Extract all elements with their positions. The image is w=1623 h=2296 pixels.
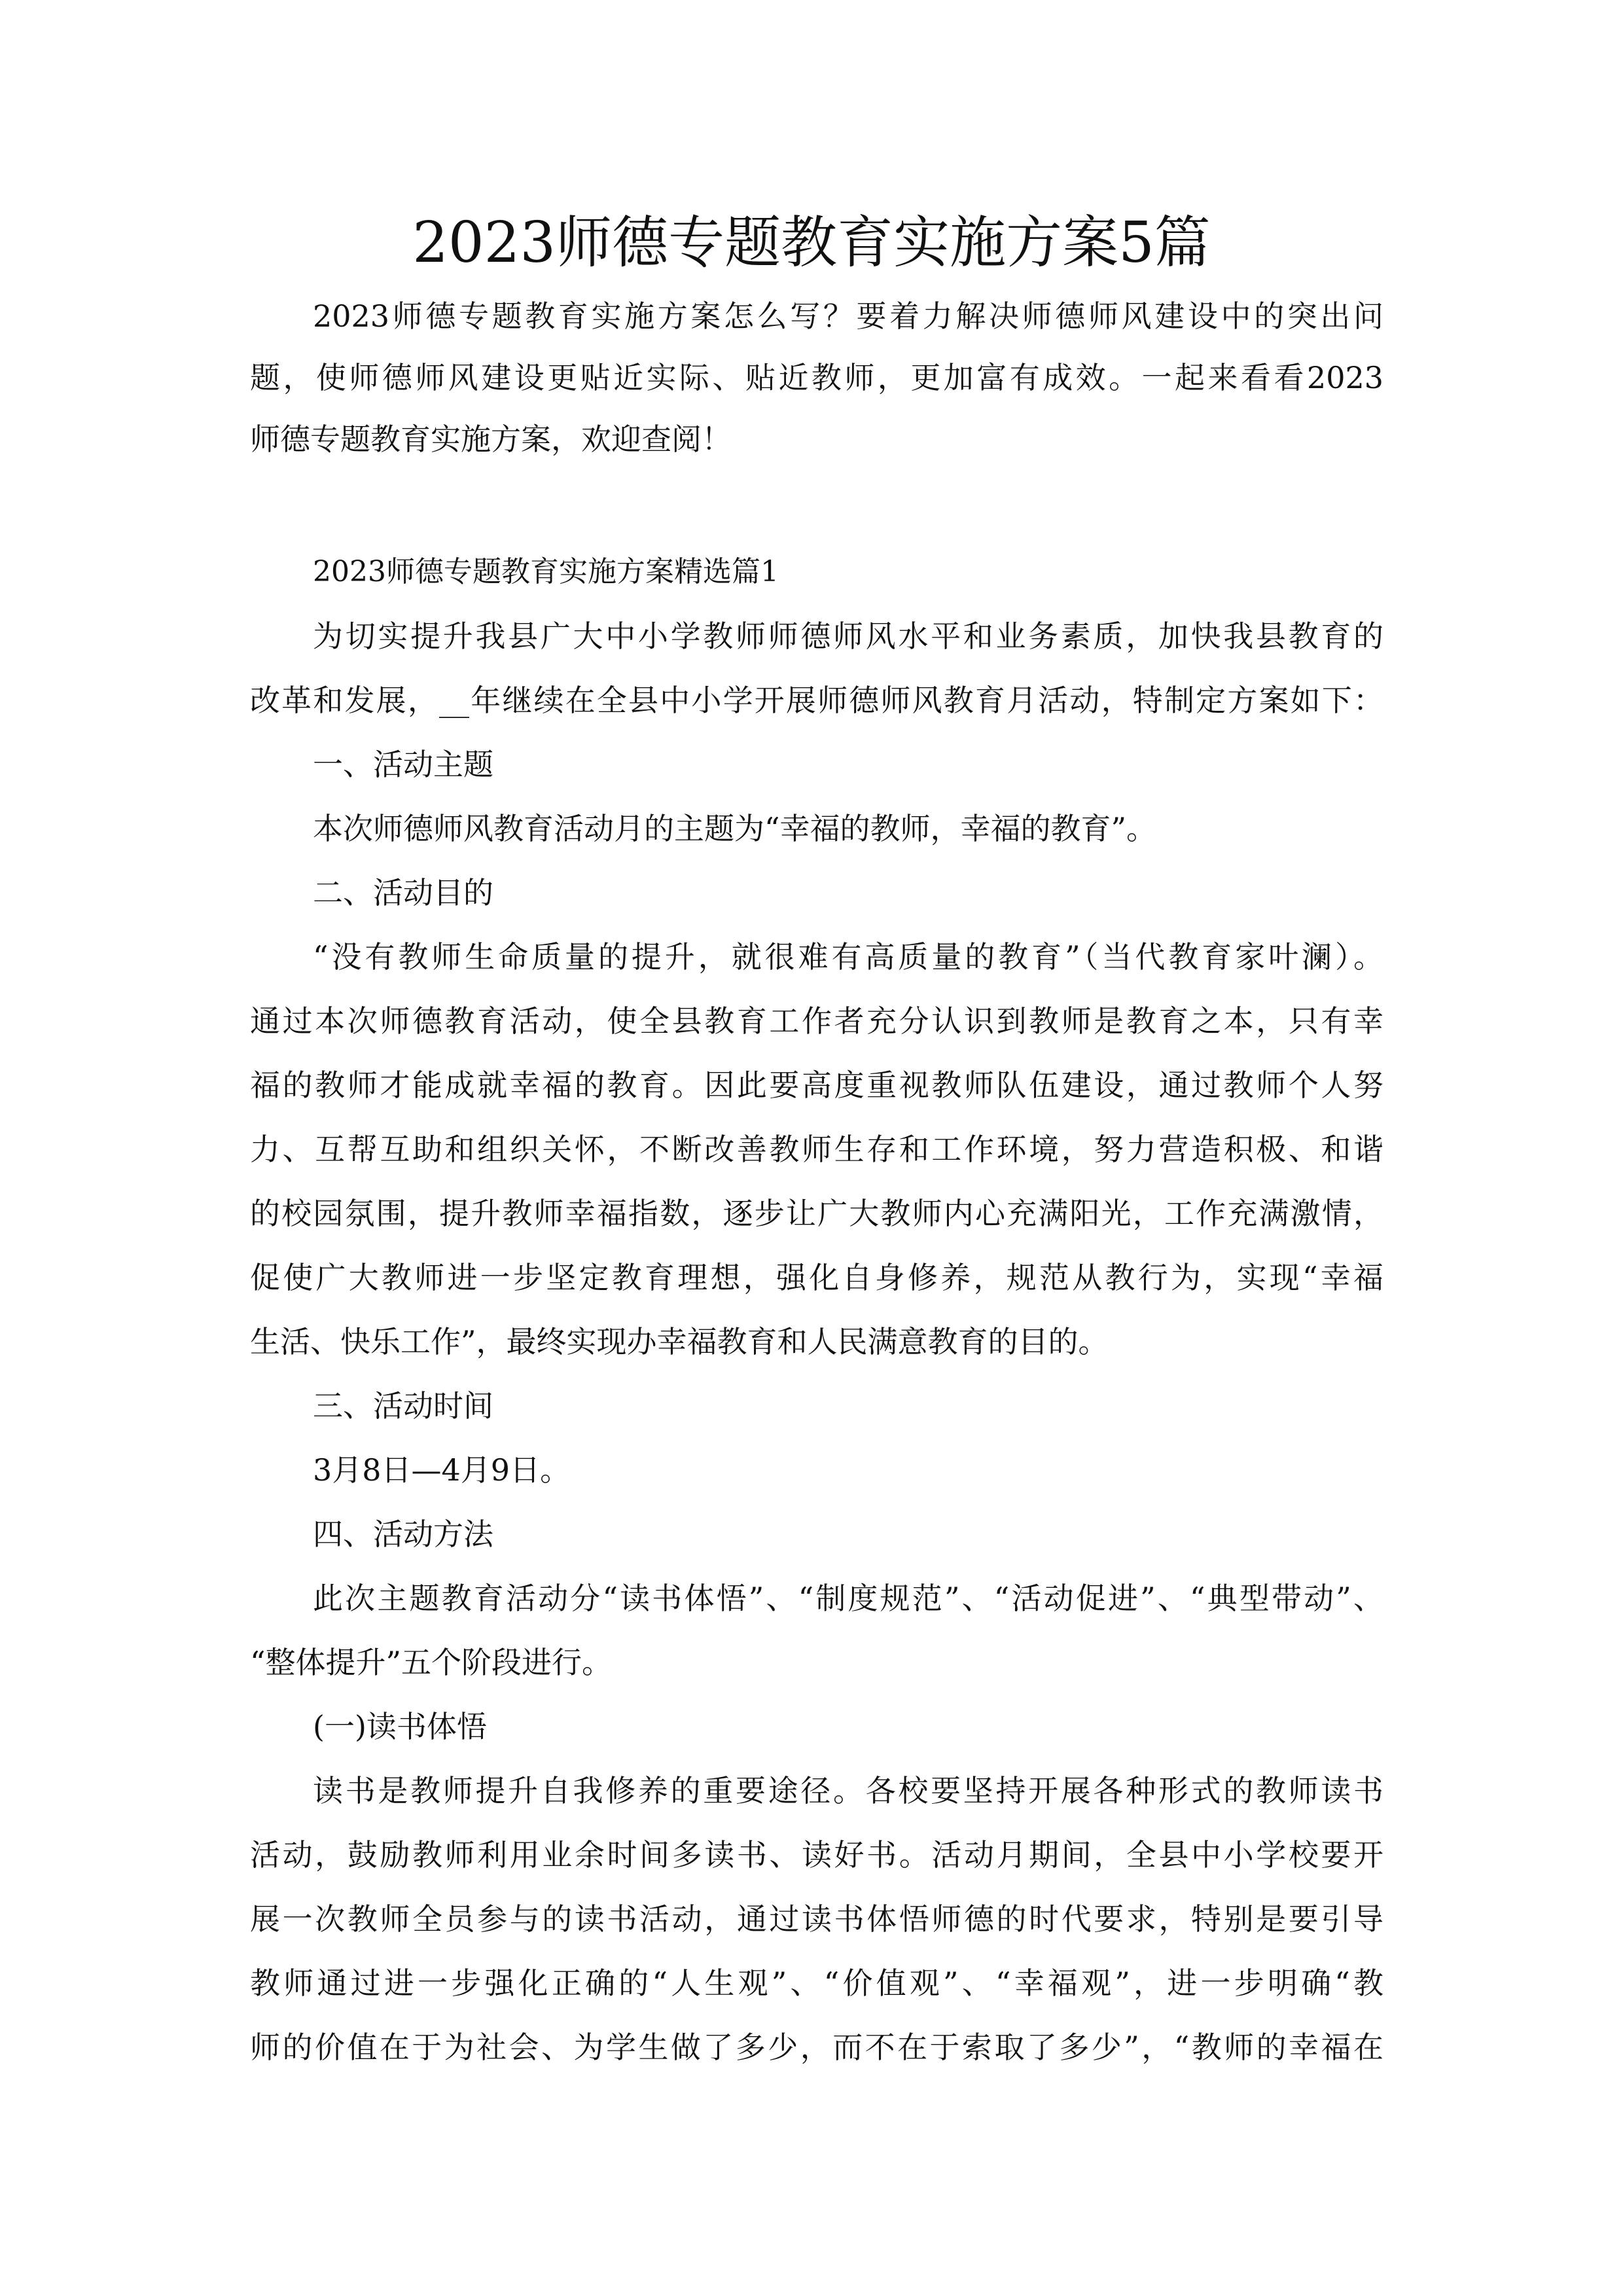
document-body [250,540,1383,2079]
text-line: 促使广大教师进一步坚定教育理想，强化自身修养，规范从教行为，实现“幸福 [250,1260,1383,1295]
text-line: 福的教师才能成就幸福的教育。因此要高度重视教师队伍建设，通过教师个人努 [250,1067,1383,1103]
text-line: 力、互帮互助和组织关怀，不断改善教师生存和工作环境，努力营造积极、和谐 [250,1132,1383,1167]
text-line: 此次主题教育活动分“读书体悟”、“制度规范”、“活动促进”、“典型带动”、 [313,1581,1383,1616]
text-line: 题，使师德师风建设更贴近实际、贴近教师，更加富有成效。一起来看看2023 [250,360,1383,395]
text-line: 改革和发展，__年继续在全县中小学开展师德师风教育月活动，特制定方案如下： [250,683,1383,718]
text-line: 3月8日—4月9日。 [313,1452,571,1488]
text-line: “整体提升”五个阶段进行。 [250,1645,613,1680]
text-line: 2023师德专题教育实施方案怎么写？要着力解决师德师风建设中的突出问 [313,298,1383,334]
text-line: 活动，鼓励教师利用业余时间多读书、读好书。活动月期间，全县中小学校要开 [250,1837,1383,1873]
subheading: 四、活动方法 [313,1516,493,1552]
subheading: (一)读书体悟 [313,1709,487,1744]
text-line: “没有教师生命质量的提升，就很难有高质量的教育”（当代教育家叶澜）。 [313,939,1383,975]
text-line: 展一次教师全员参与的读书活动，通过读书体悟师德的时代要求，特别是要引导 [250,1901,1383,1937]
text-line: 为切实提升我县广大中小学教师师德师风水平和业务素质，加快我县教育的 [313,619,1383,654]
text-line: 生活、快乐工作”，最终实现办幸福教育和人民满意教育的目的。 [250,1324,1109,1359]
intro-paragraph [250,285,1383,470]
document-title: 2023师德专题教育实施方案5篇 [412,210,1211,276]
text-line: 通过本次师德教育活动，使全县教育工作者充分认识到教师是教育之本，只有幸 [250,1003,1383,1039]
text-line: 教师通过进一步强化正确的“人生观”、“价值观”、“幸福观”，进一步明确“教 [250,1965,1383,2001]
subheading: 三、活动时间 [313,1388,493,1424]
subheading: 二、活动目的 [313,875,493,910]
text-line: 师的价值在于为社会、为学生做了多少，而不在于索取了多少”，“教师的幸福在 [250,2030,1383,2065]
text-line: 读书是教师提升自我修养的重要途径。各校要坚持开展各种形式的教师读书 [313,1773,1383,1808]
text-line: 的校园氛围，提升教师幸福指数，逐步让广大教师内心充满阳光，工作充满激情， [250,1196,1383,1231]
text-line: 本次师德师风教育活动月的主题为“幸福的教师，幸福的教育”。 [313,811,1157,846]
subheading: 一、活动主题 [313,747,493,782]
section-heading: 2023师德专题教育实施方案精选篇1 [313,555,779,588]
text-line: 师德专题教育实施方案，欢迎查阅！ [250,422,732,457]
